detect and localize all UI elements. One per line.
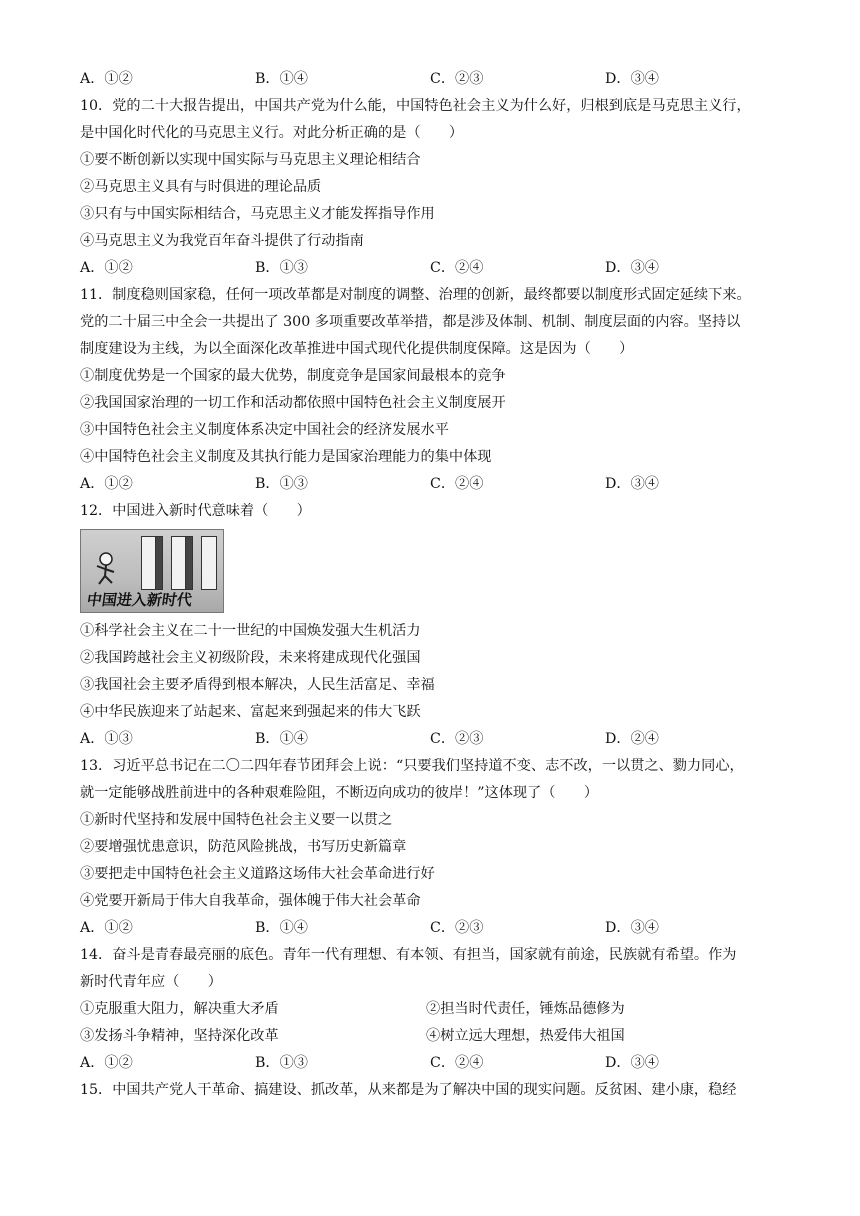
q14-option-b: B．①③ (255, 1055, 308, 1071)
q12-item: ②我国跨越社会主义初级阶段，未来将建成现代化强国 (80, 650, 421, 666)
q13-stem-line: 13．习近平总书记在二〇二四年春节团拜会上说：“只要我们坚持道不变、志不改，一以贯之、勠力同心， (80, 758, 744, 774)
q11-option-c: C．②④ (430, 476, 484, 492)
new-era-cartoon-image (80, 529, 224, 613)
q13-item: ③要把走中国特色社会主义道路这场伟大社会革命进行好 (80, 866, 435, 882)
q14-item: ②担当时代责任，锤炼品德修为 (426, 1001, 625, 1017)
q12-option-b: B．①④ (255, 731, 308, 747)
cartoon-book-spine (155, 536, 163, 590)
cartoon-book (201, 536, 217, 590)
q12-stem-line: 12．中国进入新时代意味着（ ） (80, 503, 311, 519)
q10-item: ①要不断创新以实现中国实际与马克思主义理论相结合 (80, 152, 421, 168)
question-12 (80, 498, 796, 753)
question-11 (80, 282, 796, 498)
q12-option-a: A．①③ (80, 731, 133, 747)
question-10 (80, 93, 796, 282)
q12-item: ④中华民族迎来了站起来、富起来到强起来的伟大飞跃 (80, 704, 421, 720)
question-13 (80, 753, 796, 942)
q10-option-a: A．①② (80, 260, 133, 276)
q13-options (80, 915, 796, 942)
q9-options (80, 66, 796, 93)
q10-stem-line: 是中国化时代化的马克思主义行。对此分析正确的是（ ） (80, 125, 464, 141)
q11-option-d: D．③④ (605, 476, 659, 492)
q14-item: ③发扬斗争精神，坚持深化改革 (80, 1028, 279, 1044)
q11-option-b: B．①③ (255, 476, 308, 492)
q12-item: ③我国社会主要矛盾得到根本解决，人民生活富足、幸福 (80, 677, 435, 693)
cartoon-caption: 中国进入新时代 (85, 591, 194, 609)
q11-item: ④中国特色社会主义制度及其执行能力是国家治理能力的集中体现 (80, 449, 492, 465)
q10-item: ③只有与中国实际相结合，马克思主义才能发挥指导作用 (80, 206, 435, 222)
q11-stem-line: 11．制度稳则国家稳，任何一项改革都是对制度的调整、治理的创新，最终都要以制度形式固定延续下来。 (80, 287, 751, 303)
q9-option-a: A．①② (80, 71, 133, 87)
q14-item: ④树立远大理想，热爱伟大祖国 (426, 1028, 625, 1044)
q13-option-a: A．①② (80, 920, 133, 936)
q13-option-c: C．②③ (430, 920, 484, 936)
question-14 (80, 942, 796, 1077)
q13-item: ①新时代坚持和发展中国特色社会主义要一以贯之 (80, 812, 393, 828)
q13-item: ②要增强忧患意识，防范风险挑战，书写历史新篇章 (80, 839, 407, 855)
running-child-icon (93, 552, 119, 586)
q13-stem-line: 就一定能够战胜前进中的各种艰难险阻，不断迈向成功的彼岸！”这体现了（ ） (80, 785, 599, 801)
q9-option-d: D．③④ (605, 71, 659, 87)
q12-options (80, 726, 796, 753)
q10-options (80, 255, 796, 282)
q13-option-d: D．③④ (605, 920, 659, 936)
q9-option-b: B．①④ (255, 71, 308, 87)
q10-item: ④马克思主义为我党百年奋斗提供了行动指南 (80, 233, 364, 249)
q14-options (80, 1050, 796, 1077)
q10-option-d: D．③④ (605, 260, 659, 276)
q11-item: ②我国国家治理的一切工作和活动都依照中国特色社会主义制度展开 (80, 395, 506, 411)
q11-stem-line: 制度建设为主线，为以全面深化改革推进中国式现代化提供制度保障。这是因为（ ） (80, 341, 634, 357)
q12-option-d: D．②④ (605, 731, 659, 747)
q14-option-a: A．①② (80, 1055, 133, 1071)
q14-items-row (80, 996, 796, 1023)
q11-option-a: A．①② (80, 476, 133, 492)
q14-items-row (80, 1023, 796, 1050)
q12-item: ①科学社会主义在二十一世纪的中国焕发强大生机活力 (80, 623, 421, 639)
q13-item: ④党要开新局于伟大自我革命，强体魄于伟大社会革命 (80, 893, 421, 909)
question-15 (80, 1077, 796, 1104)
q9-option-c: C．②③ (430, 71, 484, 87)
q12-option-c: C．②③ (430, 731, 484, 747)
q14-option-c: C．②④ (430, 1055, 484, 1071)
cartoon-book-spine (185, 536, 193, 590)
q15-stem-line: 15．中国共产党人干革命、搞建设、抓改革，从来都是为了解决中国的现实问题。反贫困、建小康，稳经 (80, 1082, 737, 1098)
q14-stem-line: 新时代青年应（ ） (80, 974, 222, 990)
q11-item: ③中国特色社会主义制度体系决定中国社会的经济发展水平 (80, 422, 449, 438)
exam-page (80, 66, 796, 1104)
q10-option-b: B．①③ (255, 260, 308, 276)
q14-option-d: D．③④ (605, 1055, 659, 1071)
q10-item: ②马克思主义具有与时俱进的理论品质 (80, 179, 322, 195)
q11-item: ①制度优势是一个国家的最大优势，制度竞争是国家间最根本的竞争 (80, 368, 506, 384)
q13-option-b: B．①④ (255, 920, 308, 936)
q14-stem-line: 14．奋斗是青春最亮丽的底色。青年一代有理想、有本领、有担当，国家就有前途，民族就有希望。作为 (80, 947, 737, 963)
q11-stem-line: 党的二十届三中全会一共提出了 300 多项重要改革举措，都是涉及体制、机制、制度层面的内容。坚持以 (80, 314, 741, 330)
q14-item: ①克服重大阻力，解决重大矛盾 (80, 1001, 279, 1017)
q10-stem-line: 10．党的二十大报告提出，中国共产党为什么能，中国特色社会主义为什么好，归根到底是马克思主义行， (80, 98, 751, 114)
q10-option-c: C．②④ (430, 260, 484, 276)
q11-options (80, 471, 796, 498)
